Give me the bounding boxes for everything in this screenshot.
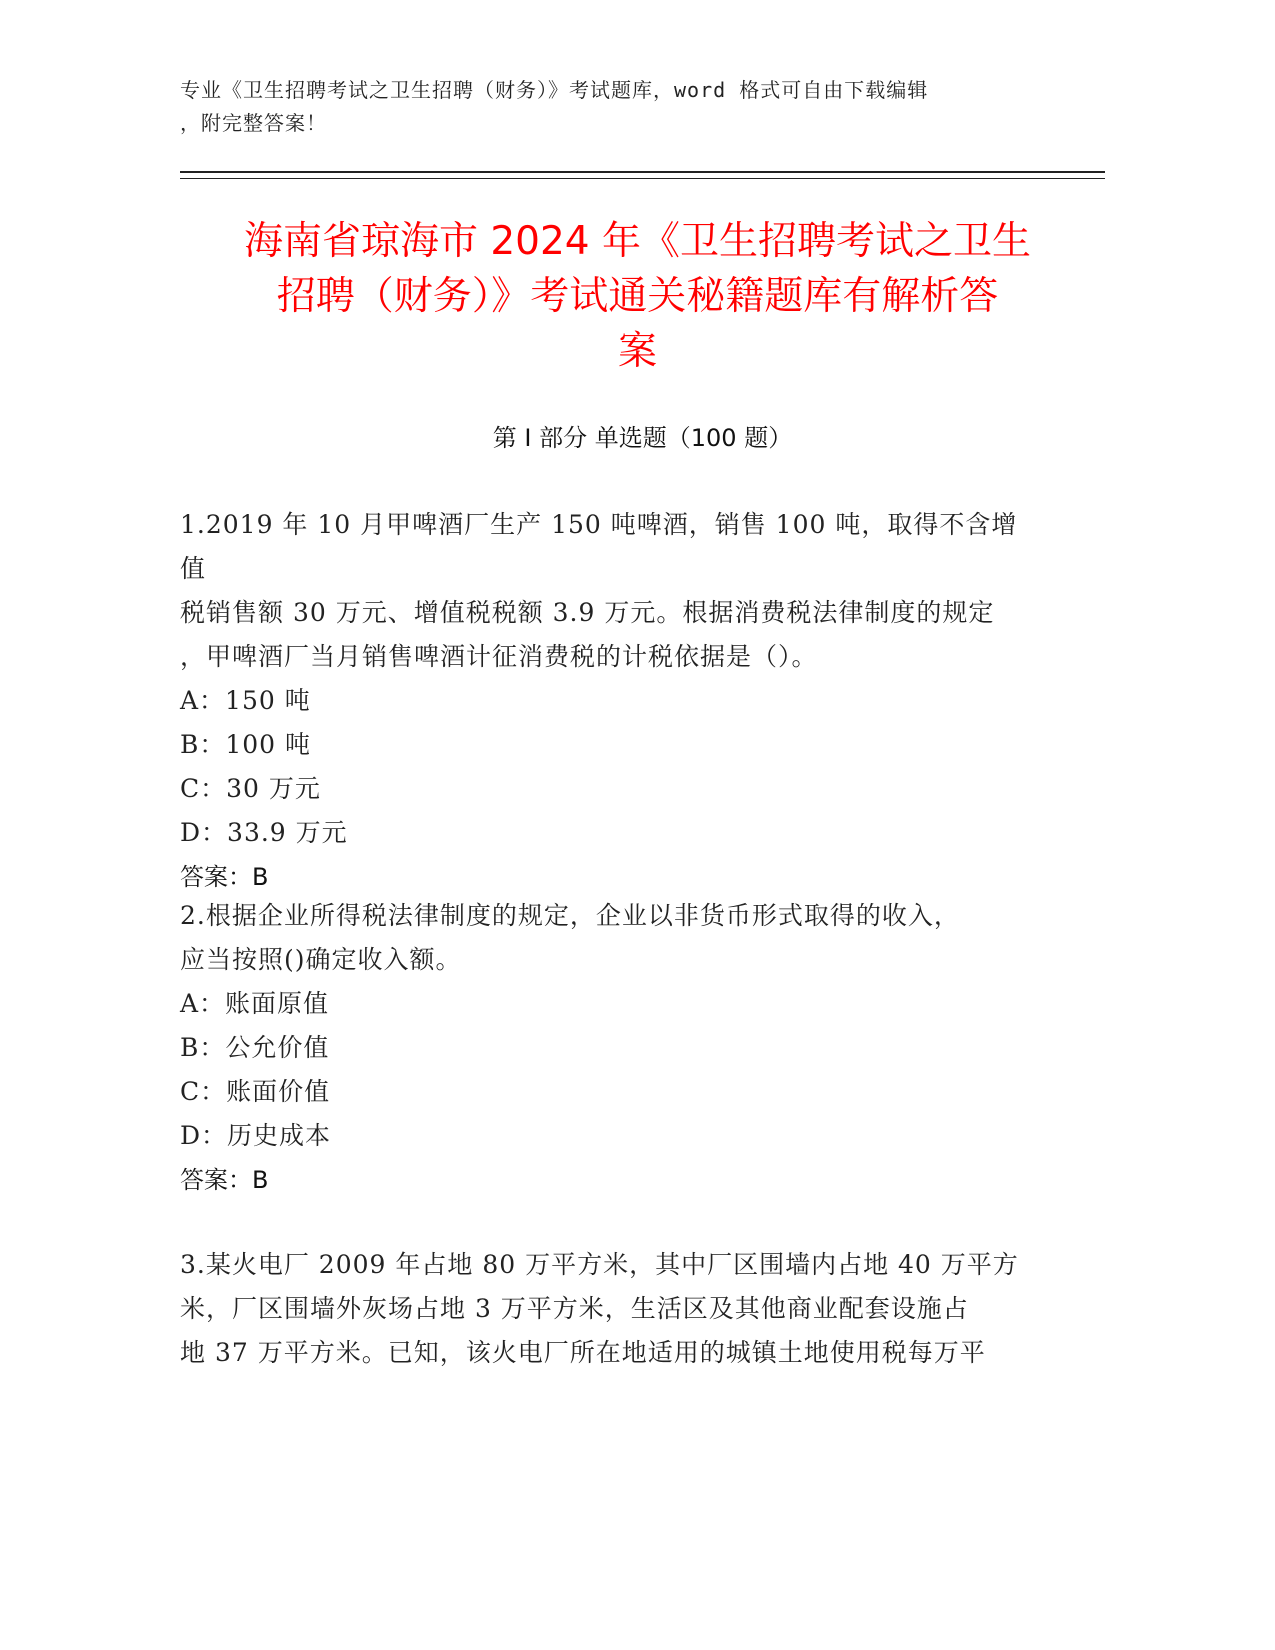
- answer-line: 答案：B: [180, 1166, 269, 1194]
- header-divider-thick: [180, 171, 1105, 173]
- option-d: D：历史成本: [180, 1121, 332, 1150]
- question-stem-line: 地 37 万平方米。已知，该火电厂所在地适用的城镇土地使用税每万平: [180, 1338, 986, 1367]
- option-a: A：账面原值: [180, 989, 330, 1018]
- section-heading: 第 I 部分 单选题（100 题）: [492, 424, 793, 452]
- question-3: [180, 1243, 1040, 1375]
- question-stem: [180, 503, 1040, 679]
- option-c: C：30 万元: [180, 774, 321, 803]
- document-title-line-2: 招聘（财务）》考试通关秘籍题库有解析答: [276, 274, 999, 319]
- header-note: [180, 74, 1080, 140]
- document-title-line-3: 案: [617, 329, 657, 374]
- question-stem-line: ，甲啤酒厂当月销售啤酒计征消费税的计税依据是（）。: [180, 642, 818, 671]
- question-stem-line: 税销售额 30 万元、增值税税额 3.9 万元。根据消费税法律制度的规定: [180, 598, 995, 627]
- question-1: [180, 503, 1040, 899]
- answer-line: 答案：B: [180, 863, 269, 891]
- question-stem-line: 米，厂区围墙外灰场占地 3 万平方米，生活区及其他商业配套设施占: [180, 1294, 969, 1323]
- header-note-line-2: ，附完整答案！: [180, 111, 327, 135]
- option-d: D：33.9 万元: [180, 818, 348, 847]
- option-a: A：150 吨: [180, 686, 311, 715]
- question-stem-line: 应当按照()确定收入额。: [180, 945, 462, 974]
- option-b: B：100 吨: [180, 730, 312, 759]
- question-stem: [180, 1243, 1040, 1375]
- document-title-line-1: 海南省琼海市 2024 年《卫生招聘考试之卫生: [243, 219, 1032, 264]
- header-divider-thin: [180, 178, 1105, 179]
- option-c: C：账面价值: [180, 1077, 331, 1106]
- question-stem-line: 2.根据企业所得税法律制度的规定，企业以非货币形式取得的收入，: [180, 901, 960, 930]
- question-2: [180, 894, 1040, 1202]
- question-stem-line: 1.2019 年 10 月甲啤酒厂生产 150 吨啤酒，销售 100 吨，取得不含增值: [180, 510, 1018, 583]
- document-title: [170, 214, 1105, 379]
- question-stem: [180, 894, 1040, 982]
- option-b: B：公允价值: [180, 1033, 330, 1062]
- header-note-line-1: 专业《卫生招聘考试之卫生招聘（财务）》考试题库，word 格式可自由下载编辑: [180, 78, 929, 102]
- question-stem-line: 3.某火电厂 2009 年占地 80 万平方米，其中厂区围墙内占地 40 万平方: [180, 1250, 1019, 1279]
